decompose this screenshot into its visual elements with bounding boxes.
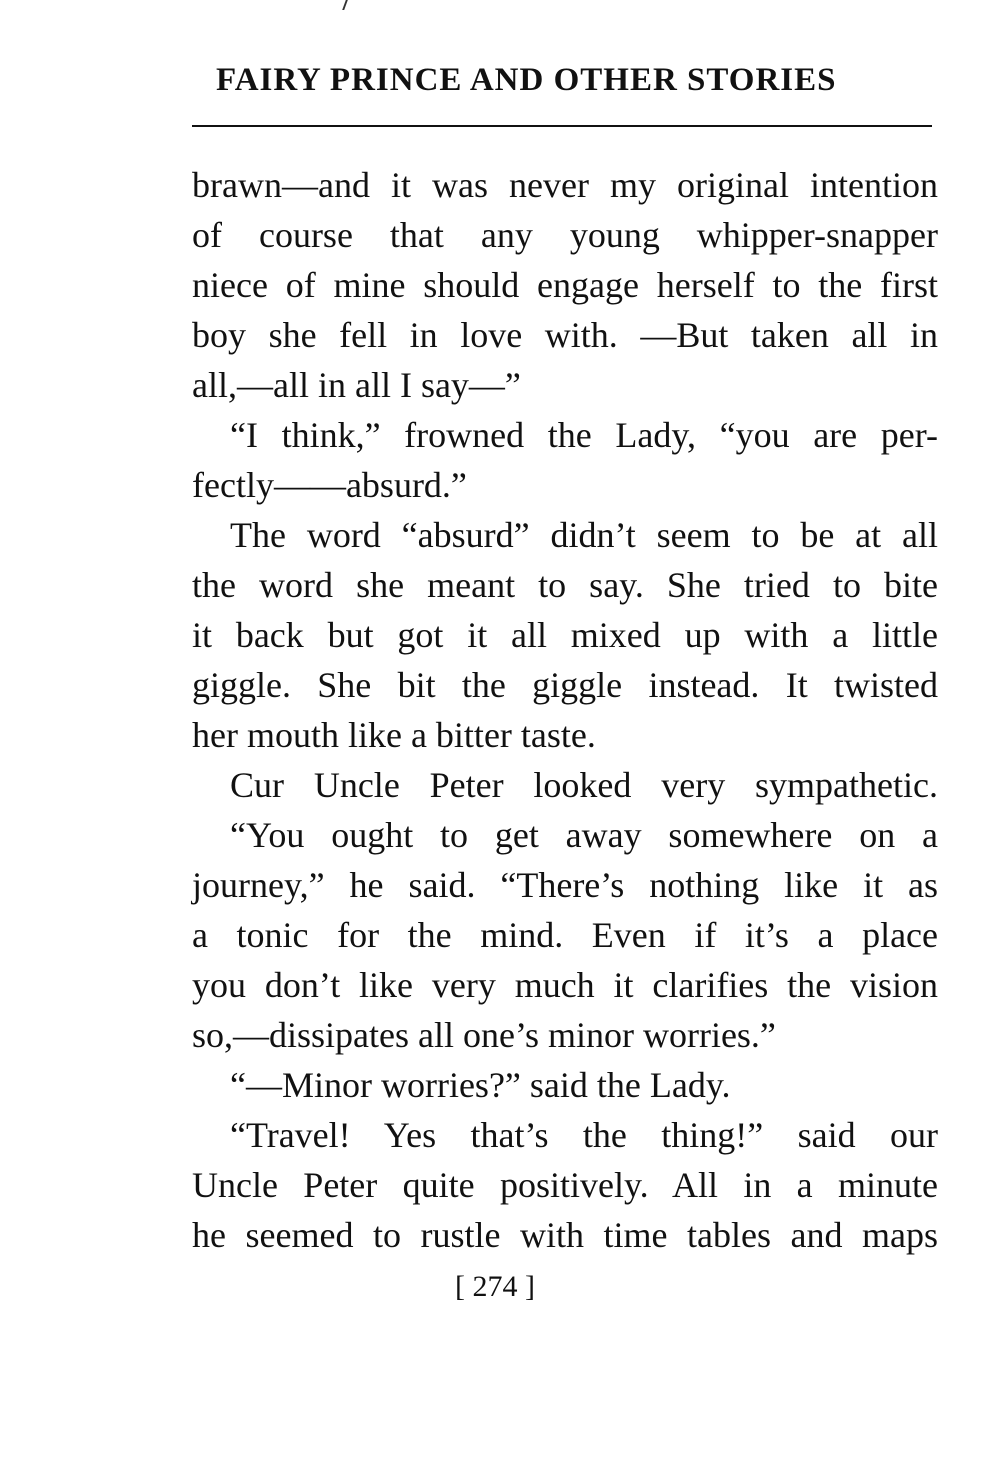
- text-line: Cur Uncle Peter looked very sympathetic.: [230, 765, 938, 805]
- text-line: a tonic for the mind. Even if it’s a place: [192, 915, 938, 955]
- text-line: of course that any young whipper-snapper: [192, 215, 938, 255]
- text-line: fectly——absurd.”: [192, 465, 467, 505]
- text-line: giggle. She bit the giggle instead. It twisted: [192, 665, 938, 705]
- stray-ink-mark: [342, 0, 348, 10]
- text-line: “—Minor worries?” said the Lady.: [230, 1065, 731, 1105]
- text-line: he seemed to rustle with time tables and maps: [192, 1215, 938, 1255]
- text-line: The word “absurd” didn’t seem to be at all: [230, 515, 938, 555]
- text-line: you don’t like very much it clarifies the vision: [192, 965, 938, 1005]
- text-line: niece of mine should engage herself to the first: [192, 265, 938, 305]
- text-line: it back but got it all mixed up with a little: [192, 615, 938, 655]
- text-line: all,—all in all I say—”: [192, 365, 521, 405]
- text-line: the word she meant to say. She tried to bite: [192, 565, 938, 605]
- header-rule: [192, 125, 932, 127]
- text-line: “You ought to get away somewhere on a: [230, 815, 938, 855]
- page-number: [ 274 ]: [455, 1270, 535, 1303]
- text-line: “Travel! Yes that’s the thing!” said our: [230, 1115, 938, 1155]
- text-line: boy she fell in love with. —But taken all in: [192, 315, 938, 355]
- running-head: FAIRY PRINCE AND OTHER STORIES: [216, 62, 837, 98]
- text-line: so,—dissipates all one’s minor worries.”: [192, 1015, 776, 1055]
- text-line: journey,” he said. “There’s nothing like it as: [192, 865, 938, 905]
- body-text: [192, 160, 938, 1260]
- text-line: Uncle Peter quite positively. All in a minute: [192, 1165, 938, 1205]
- text-line: “I think,” frowned the Lady, “you are per-: [230, 415, 938, 455]
- text-line: brawn—and it was never my original intention: [192, 165, 938, 205]
- text-line: her mouth like a bitter taste.: [192, 715, 596, 755]
